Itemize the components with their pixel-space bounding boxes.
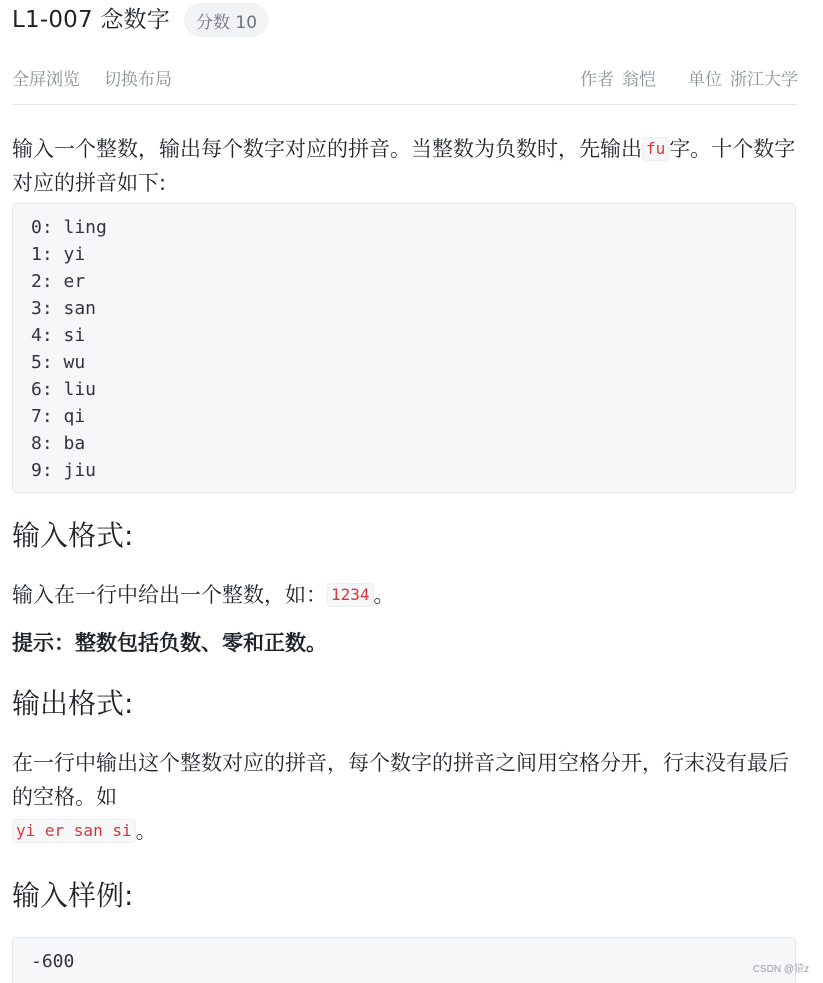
- inline-code-1234: 1234: [327, 583, 374, 607]
- unit-label: 单位: [688, 69, 722, 90]
- inline-code-fu: fu: [642, 137, 669, 161]
- code-line: 2: er: [31, 271, 86, 292]
- pinyin-table-code-block: [12, 203, 796, 493]
- description-text-end: 字。十个数字对应的拼音如下:: [12, 137, 796, 195]
- unit-name: 浙江大学: [730, 69, 798, 90]
- output-format-text: [12, 746, 792, 848]
- unit-info: [688, 65, 798, 90]
- problem-header: [12, 2, 269, 38]
- sample-input-heading: 输入样例:: [12, 879, 134, 912]
- problem-title: L1-007 念数字: [12, 6, 170, 33]
- code-line: 9: jiu: [31, 460, 97, 481]
- output-format-heading: 输出格式:: [12, 687, 134, 720]
- input-format-text: [12, 578, 798, 612]
- problem-page: [12, 0, 798, 983]
- input-format-text-end: 。: [373, 583, 395, 607]
- problem-description: [12, 132, 798, 200]
- code-line: 6: liu: [31, 379, 97, 400]
- author-info: [580, 65, 656, 90]
- switch-layout-button[interactable]: 切换布局: [104, 69, 172, 90]
- author-name: 翁恺: [622, 69, 656, 90]
- view-controls: [12, 65, 172, 90]
- score-badge: 分数 10: [184, 3, 269, 37]
- fullscreen-button[interactable]: 全屏浏览: [12, 69, 80, 90]
- input-format-text-start: 输入在一行中给出一个整数，如：: [12, 583, 327, 607]
- author-label: 作者: [580, 69, 614, 90]
- code-line: 4: si: [31, 325, 86, 346]
- csdn-watermark: CSDN @猿z: [752, 964, 809, 975]
- code-line: 0: ling: [31, 217, 107, 238]
- sample-input-code-block: [12, 937, 796, 983]
- input-hint: 提示：整数包括负数、零和正数。: [12, 631, 327, 655]
- input-format-heading: 输入格式:: [12, 519, 134, 552]
- problem-author-info: [580, 65, 798, 90]
- code-line: -600: [31, 951, 75, 972]
- code-line: 3: san: [31, 298, 97, 319]
- problem-meta-bar: [12, 63, 798, 91]
- code-line: 5: wu: [31, 352, 86, 373]
- header-divider: [12, 104, 798, 105]
- code-line: 8: ba: [31, 433, 86, 454]
- output-format-text-body: 在一行中输出这个整数对应的拼音，每个数字的拼音之间用空格分开，行末没有最后的空格。如: [12, 751, 789, 809]
- output-format-text-end: 。: [135, 819, 157, 843]
- code-line: 1: yi: [31, 244, 86, 265]
- inline-code-example: yi er san si: [12, 819, 136, 843]
- description-text: 输入一个整数，输出每个数字对应的拼音。当整数为负数时，先输出: [12, 137, 642, 161]
- code-line: 7: qi: [31, 406, 86, 427]
